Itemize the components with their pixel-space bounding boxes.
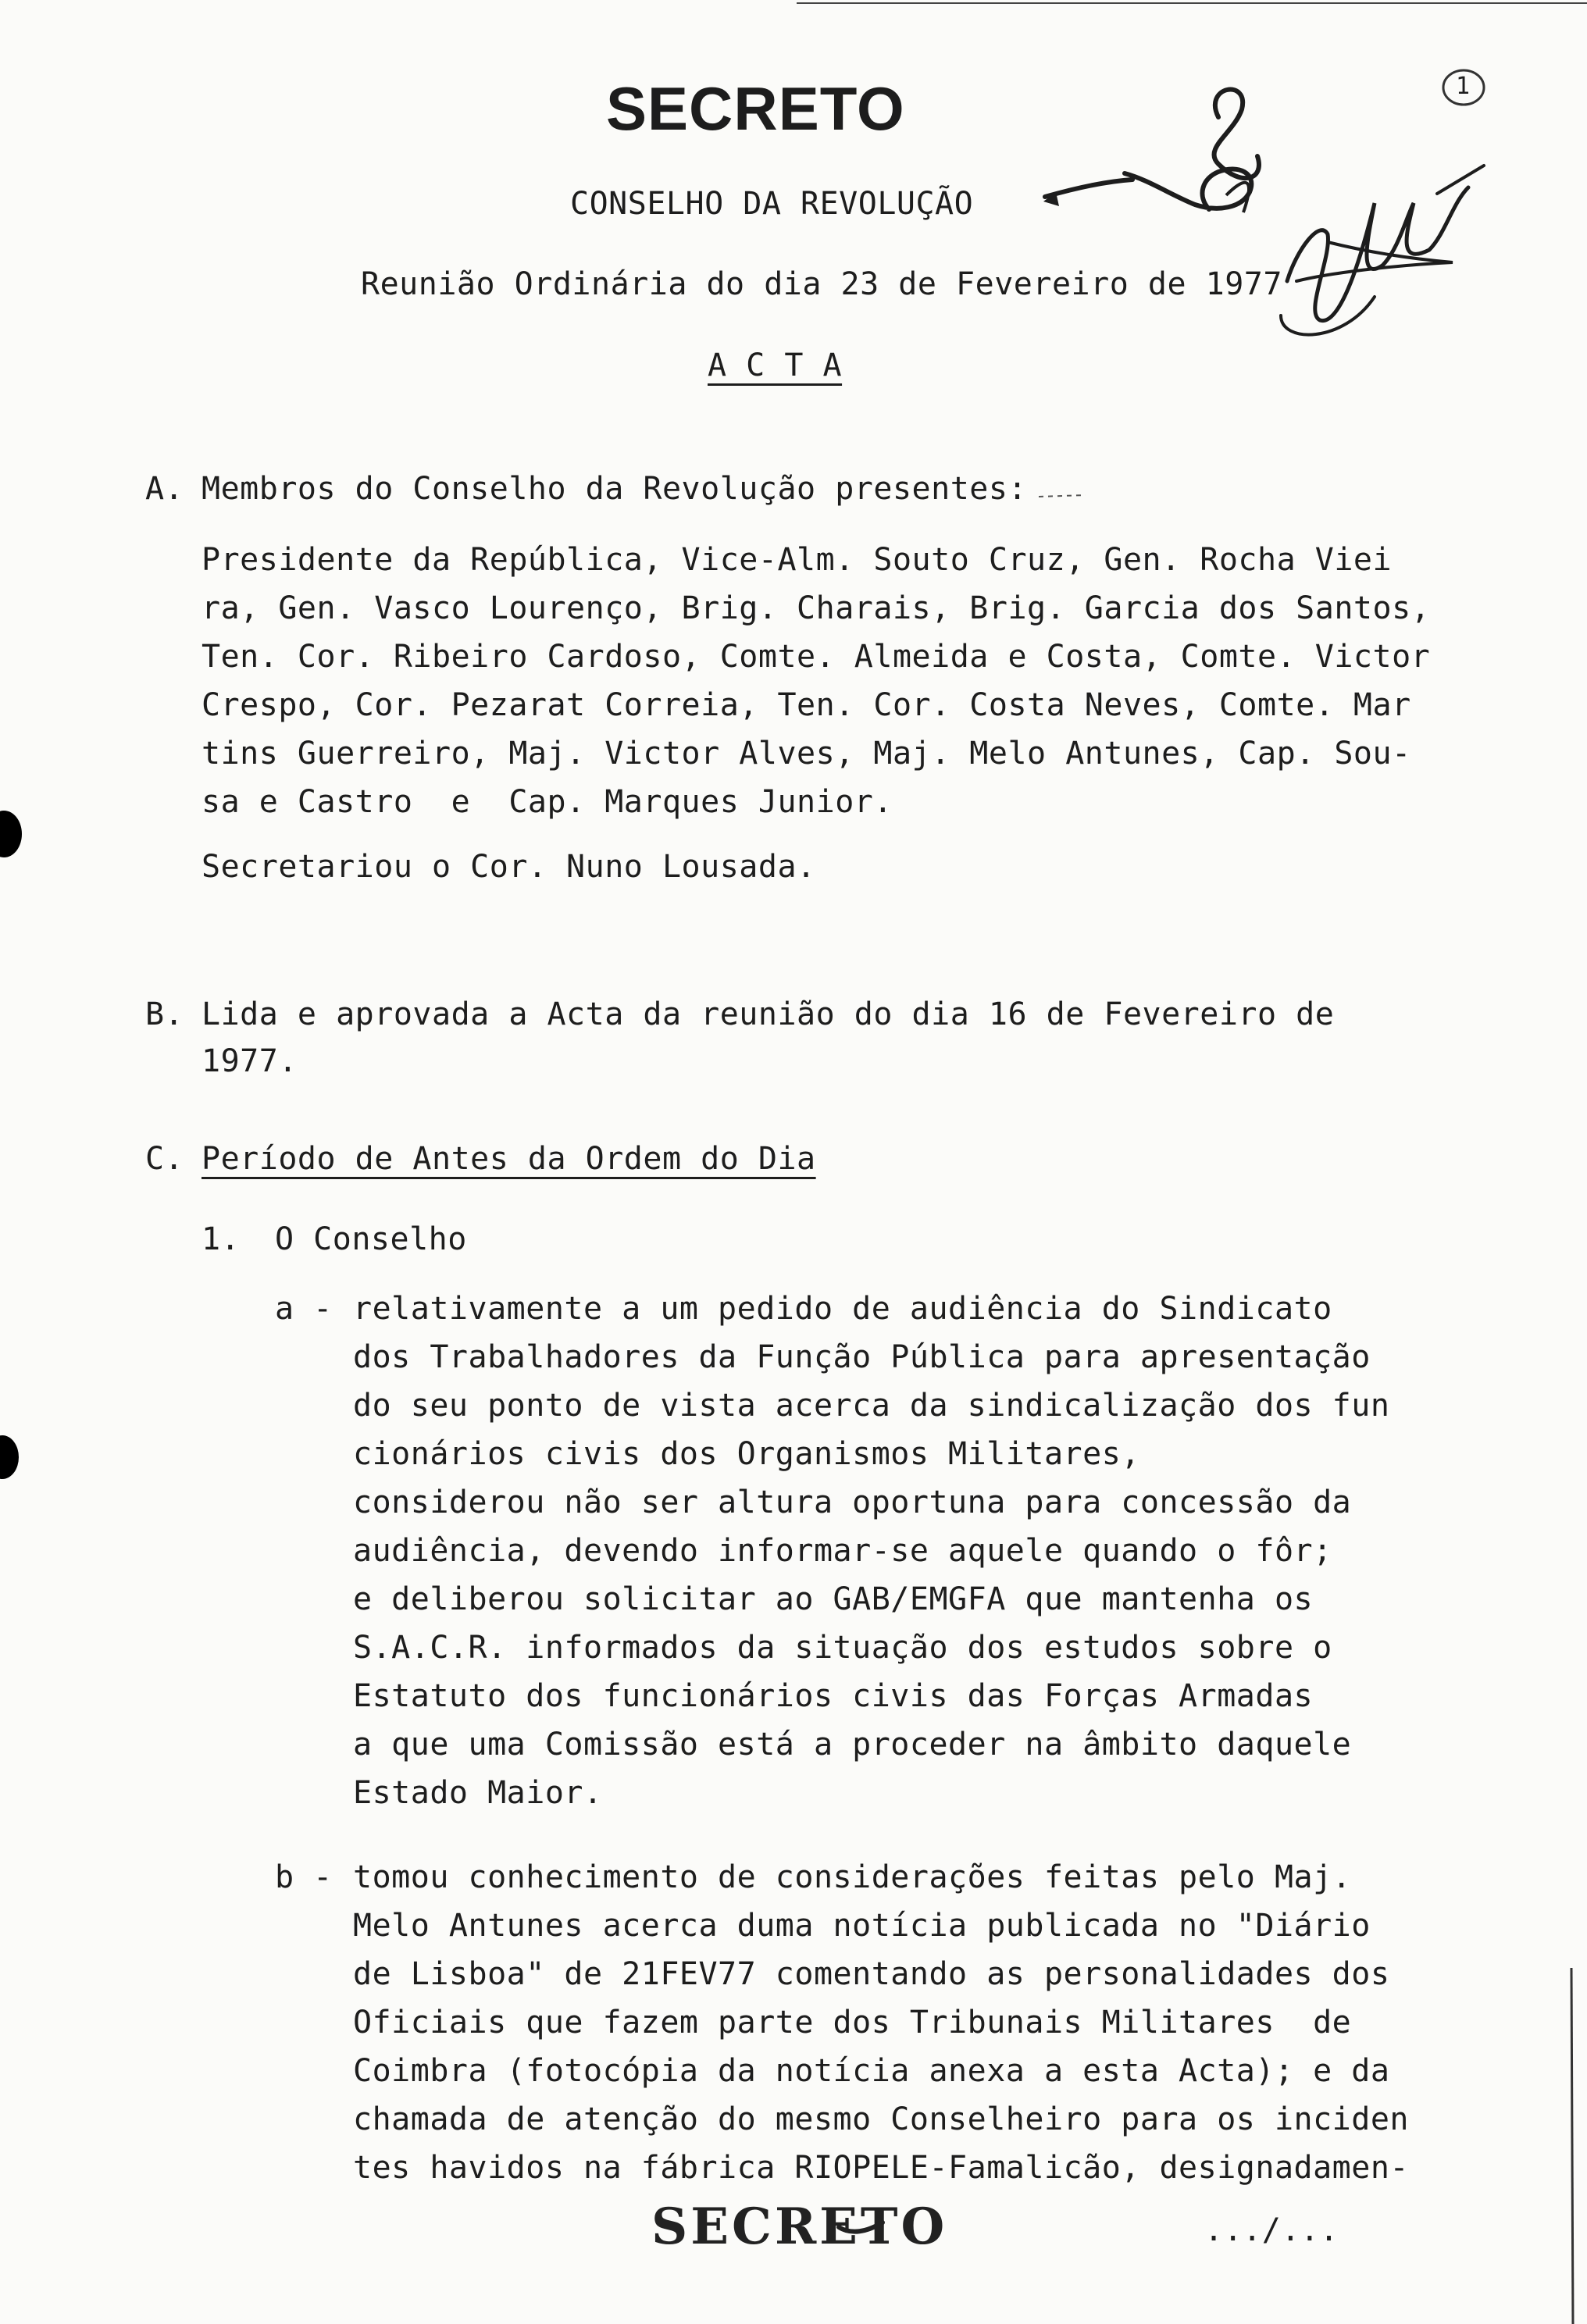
item-b-line: Melo Antunes acerca duma notícia publicada no "Diário <box>353 1908 1371 1944</box>
secretary-line: Secretariou o Cor. Nuno Lousada. <box>201 849 816 885</box>
members-line: Ten. Cor. Ribeiro Cardoso, Comte. Almeida e Costa, Comte. Victor <box>201 639 1431 675</box>
scan-dash <box>1039 495 1086 497</box>
item-b-line: tes havidos na fábrica RIOPELE-Famalicão, designadamen- <box>353 2150 1410 2186</box>
document-type: A C T A <box>708 348 843 383</box>
item-a-line: S.A.C.R. informados da situação dos estudos sobre o <box>353 1630 1332 1666</box>
punch-hole <box>0 1435 19 1479</box>
item-a-line: dos Trabalhadores da Função Pública para apresentação <box>353 1339 1371 1375</box>
scan-edge <box>1571 1968 1573 2324</box>
section-b-line: 1977. <box>201 1043 298 1079</box>
item-a-line: e deliberou solicitar ao GAB/EMGFA que mantenha os <box>353 1581 1314 1617</box>
signature <box>1281 166 1484 335</box>
section-a-marker: A. <box>145 471 184 507</box>
item-1-number: 1. <box>201 1221 241 1257</box>
members-line: tins Guerreiro, Maj. Victor Alves, Maj. Melo Antunes, Cap. Sou- <box>201 736 1411 772</box>
item-b-line: de Lisboa" de 21FEV77 comentando as personalidades dos <box>353 1956 1390 1992</box>
item-b-line: tomou conhecimento de considerações feitas pelo Maj. <box>353 1859 1352 1895</box>
section-b-line: Lida e aprovada a Acta da reunião do dia 16 de Fevereiro de <box>201 996 1335 1032</box>
item-b-line: chamada de atenção do mesmo Conselheiro para os inciden <box>353 2101 1410 2137</box>
section-b-marker: B. <box>145 996 184 1032</box>
item-a-line: do seu ponto de vista acerca da sindicalização dos fun <box>353 1388 1390 1424</box>
signature <box>1296 242 1453 281</box>
item-a-line: cionários civis dos Organismos Militares, <box>353 1436 1140 1472</box>
section-c-marker: C. <box>145 1141 184 1177</box>
item-a-line: a que uma Comissão está a proceder na âmbito daquele <box>353 1727 1352 1763</box>
members-line: Presidente da República, Vice-Alm. Souto Cruz, Gen. Rocha Viei <box>201 542 1393 578</box>
item-a-line: considerou não ser altura oportuna para concessão da <box>353 1485 1352 1520</box>
item-a-line: Estatuto dos funcionários civis das Forças Armadas <box>353 1678 1314 1714</box>
members-line: sa e Castro e Cap. Marques Junior. <box>201 784 893 820</box>
scribble <box>1226 183 1249 212</box>
members-line: ra, Gen. Vasco Lourenço, Brig. Charais, Brig. Garcia dos Santos, <box>201 590 1431 626</box>
organ-title: CONSELHO DA REVOLUÇÃO <box>570 186 974 222</box>
arrow-scribble <box>1045 169 1251 209</box>
continuation-mark: .../... <box>1204 2212 1339 2248</box>
item-1-title: O Conselho <box>275 1221 467 1257</box>
classification-stamp: SECRETO <box>606 74 905 143</box>
arrow-head <box>1043 192 1059 206</box>
signature <box>1287 187 1468 321</box>
punch-hole <box>0 811 22 857</box>
section-a-heading: Membros do Conselho da Revolução presentes: <box>201 471 1028 507</box>
item-a-line: Estado Maior. <box>353 1775 603 1811</box>
page-number: 1 <box>1456 73 1471 100</box>
item-a-line: audiência, devendo informar-se aquele quando o fôr; <box>353 1533 1332 1569</box>
item-a-marker: a - <box>275 1291 333 1327</box>
item-a-line: relativamente a um pedido de audiência do Sindicato <box>353 1291 1332 1327</box>
footer-classification-stamp: SECRETO <box>651 2197 948 2256</box>
item-b-line: Coimbra (fotocópia da notícia anexa a esta Acta); e da <box>353 2053 1390 2089</box>
meeting-title: Reunião Ordinária do dia 23 de Fevereiro de 1977 <box>361 266 1282 302</box>
item-b-marker: b - <box>275 1859 333 1895</box>
members-line: Crespo, Cor. Pezarat Correia, Ten. Cor. Costa Neves, Comte. Mar <box>201 687 1411 723</box>
section-c-heading: Período de Antes da Ordem do Dia <box>201 1141 816 1177</box>
handwritten-mark <box>1214 90 1258 179</box>
item-b-line: Oficiais que fazem parte dos Tribunais Militares de <box>353 2005 1352 2041</box>
